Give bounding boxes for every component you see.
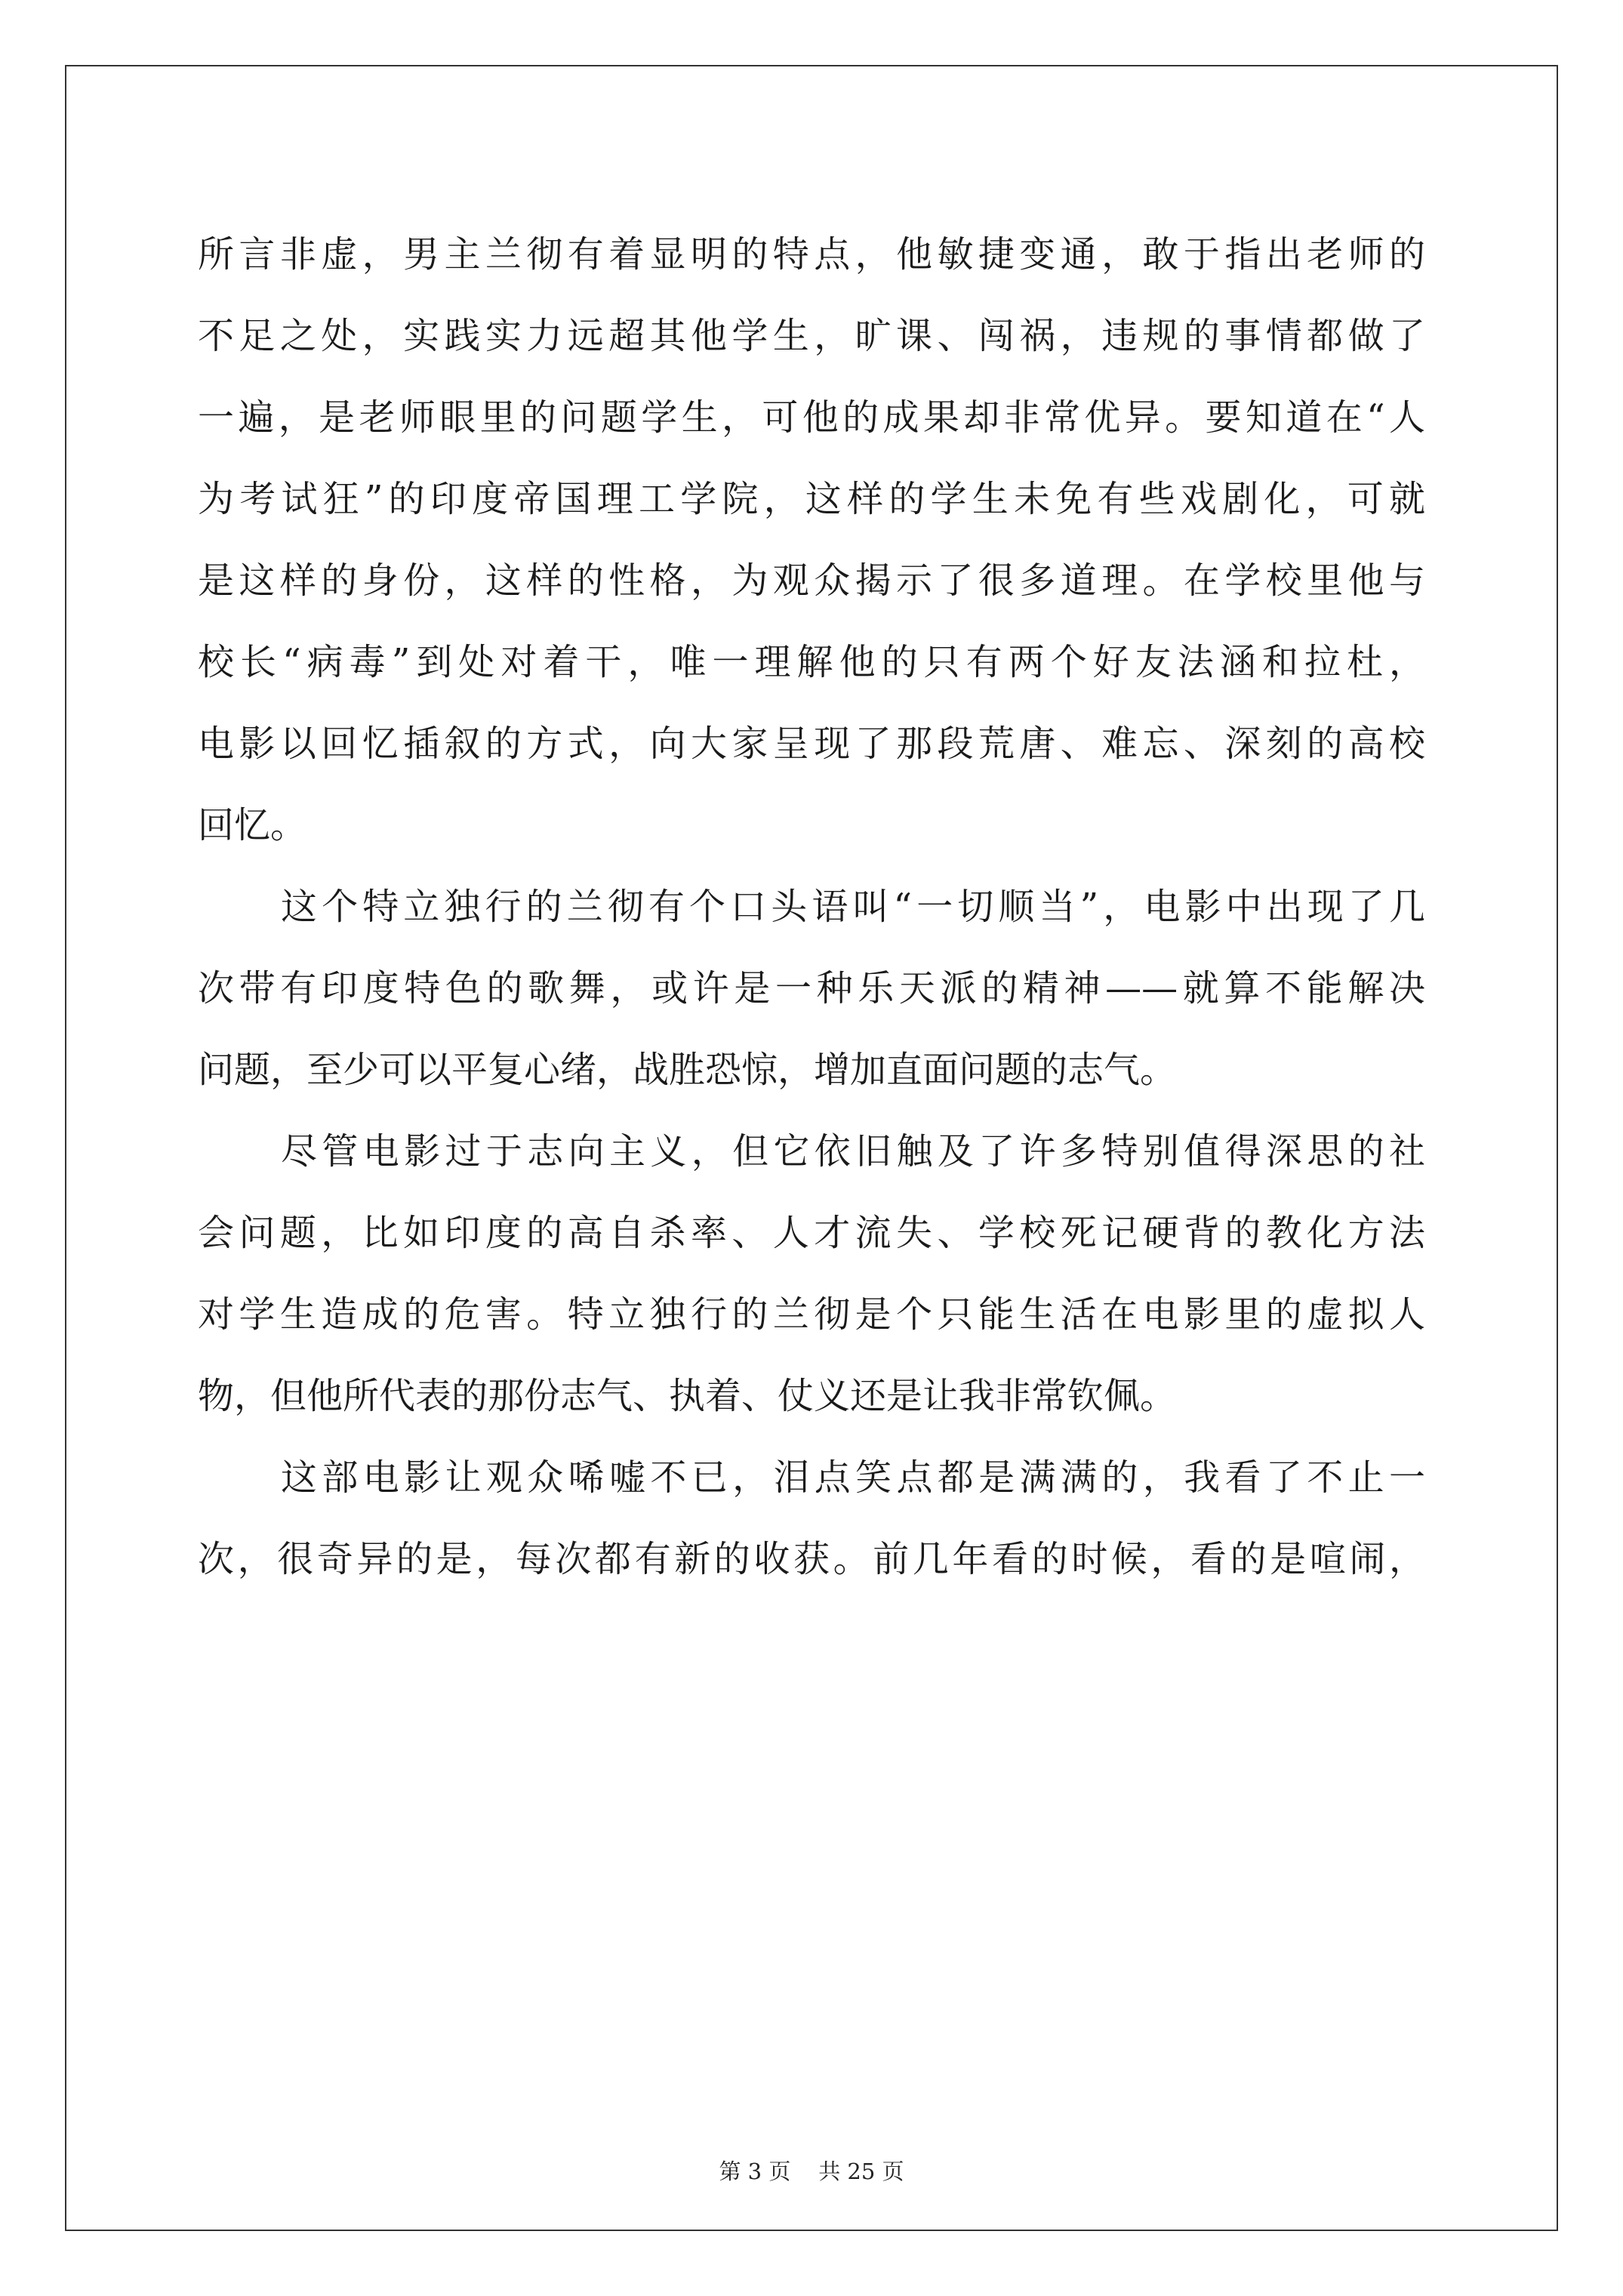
text-line: 为考试狂”的印度帝国理工学院，这样的学生未免有些戏剧化，可就: [198, 478, 1425, 520]
text-line: 这个特立独行的兰彻有个口头语叫“一切顺当”，电影中出现了几: [281, 886, 1425, 928]
text-line: 问题，至少可以平复心绪，战胜恐惊，增加直面问题的志气。: [198, 1049, 1177, 1091]
page-total: 共 25 页: [818, 2159, 904, 2184]
text-line: 次，很奇异的是，每次都有新的收获。前几年看的时候，看的是喧闹，: [198, 1538, 1425, 1580]
text-line: 次带有印度特色的歌舞，或许是一种乐天派的精神——就算不能解决: [198, 967, 1425, 1009]
text-line: 会问题，比如印度的高自杀率、人才流失、学校死记硬背的教化方法: [198, 1212, 1425, 1254]
text-line: 尽管电影过于志向主义，但它依旧触及了许多特别值得深思的社: [281, 1130, 1425, 1173]
page-footer: [0, 2156, 1623, 2187]
document-body: [198, 214, 1425, 1600]
text-line: 不足之处，实践实力远超其他学生，旷课、闯祸，违规的事情都做了: [198, 315, 1425, 357]
text-line: 回忆。: [198, 804, 307, 846]
page-number: 第 3 页: [719, 2159, 791, 2184]
text-line: 校长“病毒”到处对着干，唯一理解他的只有两个好友法涵和拉杜，: [198, 641, 1425, 683]
text-line: 物，但他所代表的那份志气、执着、仗义还是让我非常钦佩。: [198, 1375, 1177, 1417]
text-line: 一遍，是老师眼里的问题学生，可他的成果却非常优异。要知道在“人: [198, 396, 1425, 439]
text-line: 所言非虚，男主兰彻有着显明的特点，他敏捷变通，敢于指出老师的: [198, 233, 1425, 276]
text-line: 对学生造成的危害。特立独行的兰彻是个只能生活在电影里的虚拟人: [198, 1293, 1425, 1336]
text-line: 这部电影让观众唏嘘不已，泪点笑点都是满满的，我看了不止一: [281, 1456, 1425, 1499]
text-line: 电影以回忆插叙的方式，向大家呈现了那段荒唐、难忘、深刻的高校: [198, 723, 1425, 765]
text-line: 是这样的身份，这样的性格，为观众揭示了很多道理。在学校里他与: [198, 559, 1425, 602]
